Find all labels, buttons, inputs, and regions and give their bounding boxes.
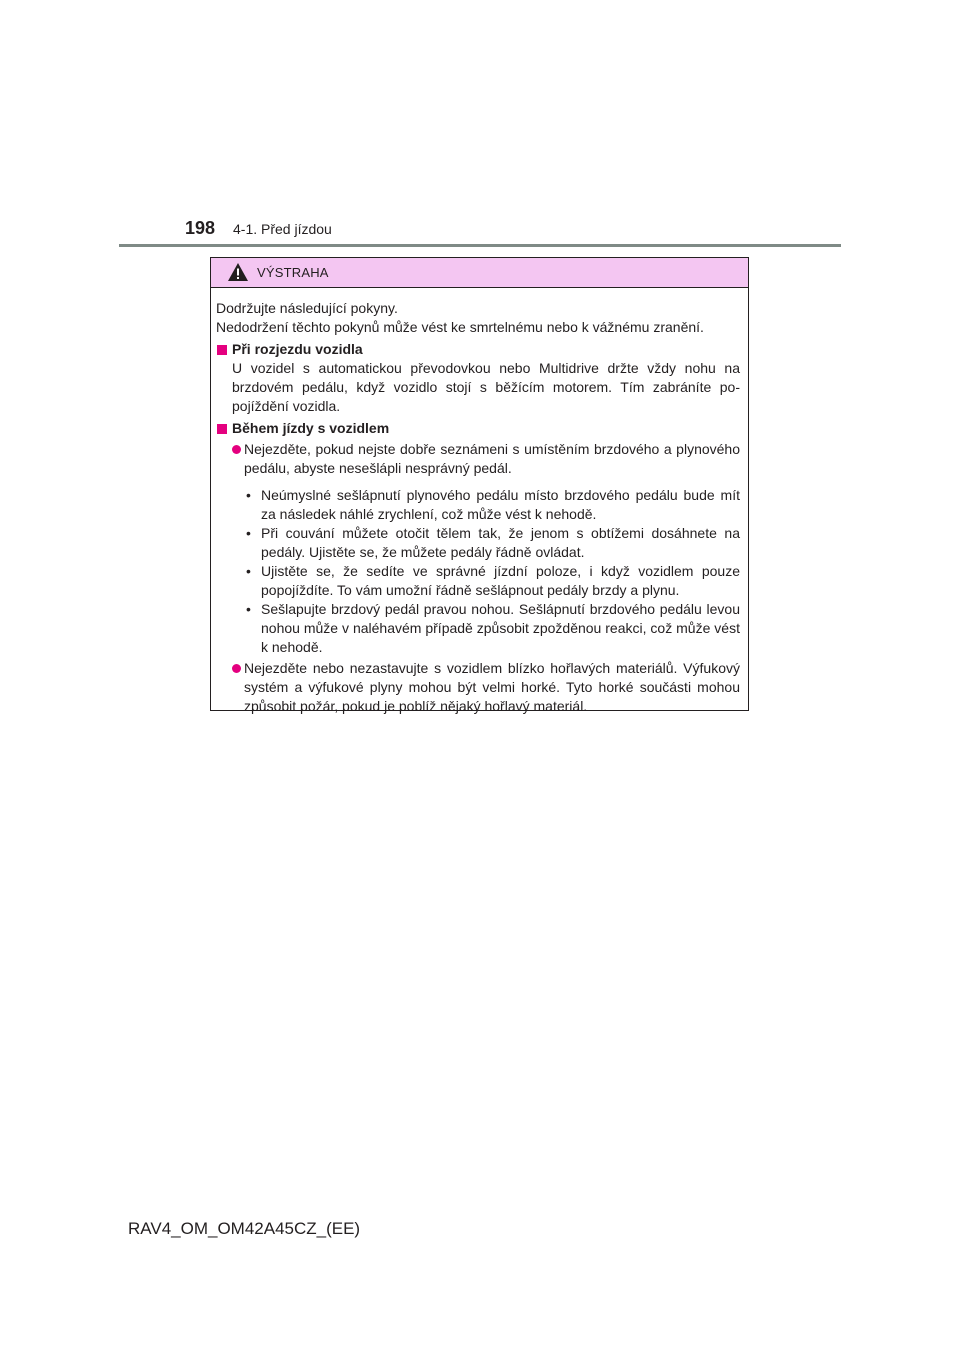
- header-divider: [119, 244, 841, 247]
- bullet-text: Sešlapujte brzdový pedál pravou nohou. Sešlápnutí brzdového pedálu levou nohou může v naléhavém případě způsobit zpožděnou reakci, což může vést k nehodě.: [261, 601, 740, 655]
- intro-line: Nedodržení těchto pokynů může vést ke smrtelnému nebo k vážnému zranění.: [216, 319, 704, 335]
- page-number: 198: [185, 218, 216, 238]
- circle-bullet-icon: [232, 664, 241, 673]
- bullet-item: [246, 524, 740, 562]
- bullet-item: [246, 486, 740, 524]
- warning-triangle-icon: [227, 262, 249, 282]
- warning-box: [210, 257, 749, 714]
- warning-body: [211, 288, 748, 716]
- bullet-text: Při couvání můžete otočit tělem tak, že jenom s obtížemi dosáhnete na pedály. Ujistěte se, že můžete pedály řádně ovládat.: [261, 525, 740, 560]
- list-item: [216, 659, 740, 716]
- subheading: [216, 340, 740, 359]
- bullet-dot: •: [246, 601, 251, 617]
- subheading-text: Při rozjezdu vozidla: [232, 341, 363, 357]
- bullet-dot: •: [246, 487, 251, 503]
- section-title: 4-1. Před jízdou: [233, 221, 332, 237]
- subheading: [216, 419, 740, 438]
- bullet-dot: •: [246, 525, 251, 541]
- list-item: [216, 440, 740, 478]
- square-bullet-icon: [217, 424, 227, 434]
- bullet-text: Ujistěte se, že sedíte ve správné jízdní poloze, i když vozidlem pouze popojíždíte. To vám umožní řádně sešlápnout pedály brzdy a plynu.: [261, 563, 740, 598]
- list-item-text: Nejezděte nebo nezastavujte s vozidlem blízko hořlavých materiálů. Výfukový systém a výfukové plyny mohou být velmi horké. Tyto horké součásti mohou způsobit požár, pokud je poblíž nějaký hořlavý materiál.: [244, 660, 740, 714]
- paragraph: U vozidel s automatickou převodovkou nebo Multidrive držte vždy nohu na brzdovém pedálu, když vozidlo stojí s běžícím motorem. Tím zabráníte popojíždění vozidla.: [232, 360, 740, 414]
- subheading-text: Během jízdy s vozidlem: [232, 420, 390, 436]
- bullet-text: Neúmyslné sešlápnutí plynového pedálu místo brzdového pedálu bude mít za následek náhlé zrychlení, což může vést k nehodě.: [261, 487, 740, 522]
- bullet-item: [246, 600, 740, 657]
- warning-header: [211, 258, 748, 288]
- intro-line: Dodržujte následující pokyny.: [216, 300, 398, 316]
- warning-title: VÝSTRAHA: [257, 265, 329, 280]
- square-bullet-icon: [217, 345, 227, 355]
- bullet-list: [216, 486, 740, 657]
- circle-bullet-icon: [232, 445, 241, 454]
- footer-code: RAV4_OM_OM42A45CZ_(EE): [128, 1219, 361, 1238]
- list-item-text: Nejezděte, pokud nejste dobře seznámeni s umístěním brzdového a plynového pedálu, abyste nesešlápli nesprávný pedál.: [244, 441, 740, 476]
- bullet-dot: •: [246, 563, 251, 579]
- bullet-item: [246, 562, 740, 600]
